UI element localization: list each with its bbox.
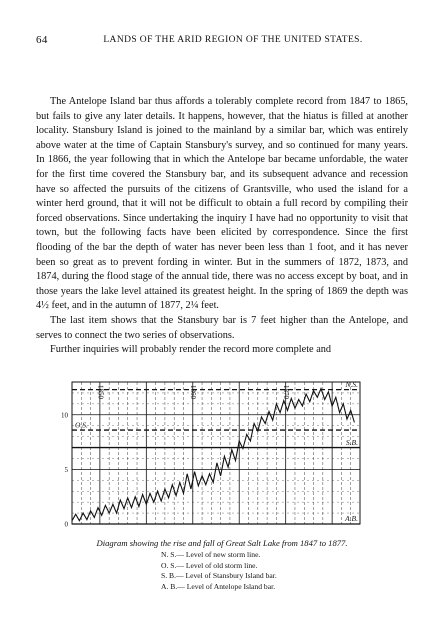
paragraph: Further inquiries will probably render the record more complete and	[50, 344, 332, 356]
body-text	[36, 95, 408, 358]
chart-svg	[48, 368, 366, 536]
reference-line-label: S.B.	[345, 438, 358, 448]
x-tick-label: 1860	[189, 385, 198, 399]
figure-legend	[161, 550, 277, 592]
reference-line-label: N.S.	[345, 380, 358, 390]
running-title: LANDS OF THE ARID REGION OF THE UNITED STATES.	[103, 35, 363, 45]
figure-caption: Diagram showing the rise and fall of Great Salt Lake from 1847 to 1877.	[96, 538, 348, 548]
paragraph: The last item shows that the Stansbury bar is 7 feet higher than the Antelope, and serves to connect the two series of observations.	[36, 314, 408, 341]
legend-entry: O. S.— Level of old storm line.	[161, 560, 258, 570]
lake-level-line	[72, 389, 354, 521]
page-number: 64	[36, 34, 48, 46]
reference-line-label: O.S.	[75, 420, 88, 430]
y-tick-label: 0	[64, 520, 68, 529]
y-tick-label: 5	[64, 465, 68, 474]
x-tick-label: 1850	[96, 385, 105, 399]
paragraph: The Antelope Island bar thus affords a tolerably complete record from 1847 to 1865, but fails to give any later details. It happens, however, that the hiatus is filled at another locality. Stansbury Island is joined to the mainland by a similar bar, which was entirely above water at the time of Captain Stansbury's survey, and so continued for many years. In 1866, the year following that in which the Antelope bar became unfordable, the water for the first time covered the Stansbury bar, and its subsequent advance and recession have so affected the pursuits of the citizens of Grantsville, who used the island for a winter herd ground, that it will not be difficult to obtain a full record by compiling their forced observations. Since undertaking the inquiry I have had no opportunity to visit that town, but the following facts have been elicited by correspondence. Since the first flooding of the bar the depth of water has never been less than 1 foot, and it has never been so great as to prevent fording in winter. But in the summers of 1872, 1873, and 1874, during the flood stage of the annual tide, there was no access except by boat, and in those years the lake level attained its greatest height. In the spring of 1869 the depth was 4½ feet, and in the autumn of 1877, 2¼ feet.	[36, 96, 408, 312]
x-tick-label: 1870	[282, 385, 291, 399]
legend-entry: N. S.— Level of new storm line.	[161, 550, 261, 559]
legend-entry: A. B.— Level of Antelope Island bar.	[161, 581, 276, 591]
plot-frame	[72, 382, 360, 524]
lake-level-diagram	[48, 368, 366, 536]
legend-entry: S. B.— Level of Stansbury Island bar.	[161, 571, 277, 581]
reference-line-label: A.B.	[345, 514, 358, 523]
y-tick-label: 10	[61, 411, 68, 420]
running-header	[36, 34, 408, 48]
